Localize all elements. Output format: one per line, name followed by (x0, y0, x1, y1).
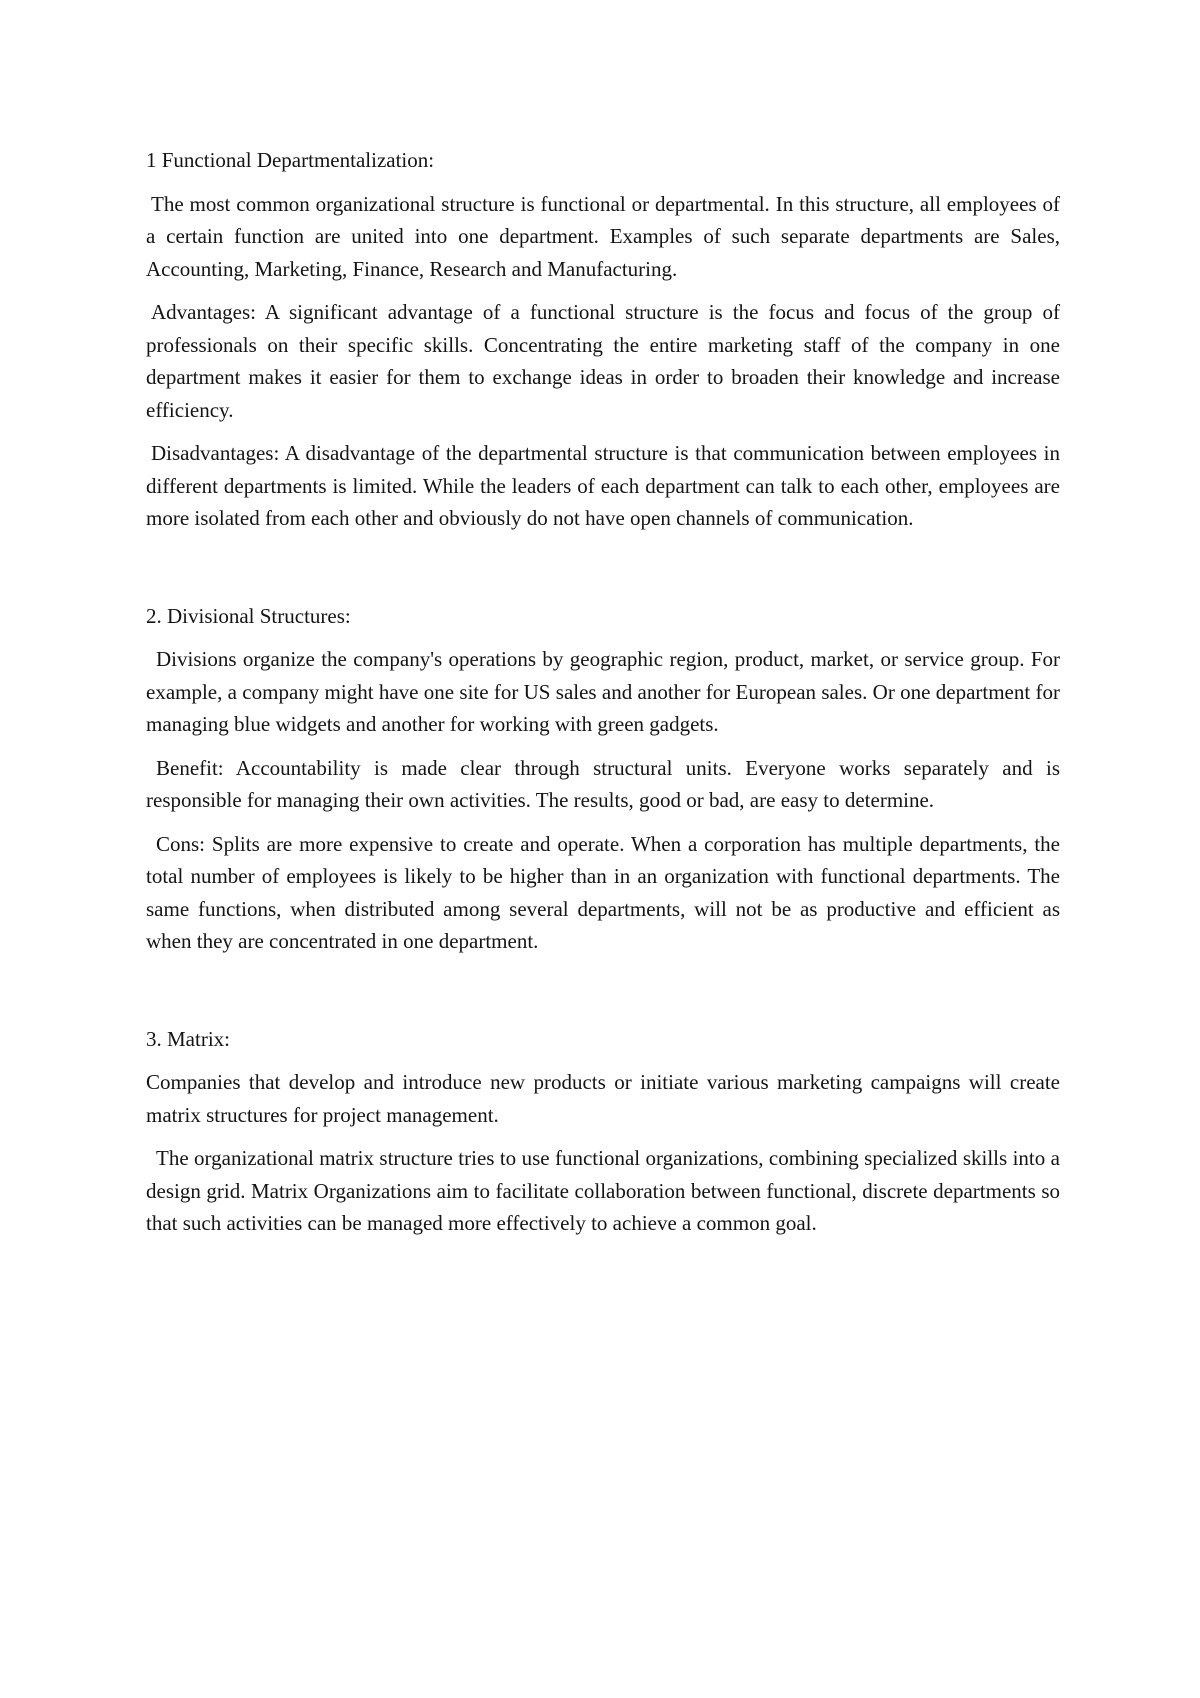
document-body (146, 144, 1060, 1251)
section-spacer (146, 546, 1060, 600)
section-heading: 2. Divisional Structures: (146, 603, 351, 628)
paragraph: Benefit: Accountability is made clear through structural units. Everyone works separately and is responsible for managing their own activities. The results, good or bad, are easy to determine. (146, 755, 1060, 812)
paragraph: Advantages: A significant advantage of a functional structure is the focus and focus of the group of professionals on their specific skills. Concentrating the entire marketing staff of the company in one department makes it easier for them to exchange ideas in order to broaden their knowledge and increase efficiency. (146, 300, 1060, 422)
section-heading: 1 Functional Departmentalization: (146, 148, 435, 172)
paragraph: Cons: Splits are more expensive to create and operate. When a corporation has multiple departments, the total number of employees is likely to be higher than in an organization with functional departments. The same functions, when distributed among several departments, will not be as productive and efficient as when they are concentrated in one department. (146, 831, 1060, 953)
paragraph: Companies that develop and introduce new products or initiate various marketing campaigns will create matrix structures for project management. (146, 1070, 1060, 1127)
paragraph: The organizational matrix structure tries to use functional organizations, combining specialized skills into a design grid. Matrix Organizations aim to facilitate collaboration between functional, discrete departments so that such activities can be managed more effectively to achieve a common goal. (146, 1146, 1060, 1235)
section-heading: 3. Matrix: (146, 1026, 230, 1051)
paragraph: Disadvantages: A disadvantage of the departmental structure is that communication between employees in different departments is limited. While the leaders of each department can talk to each other, employees are more isolated from each other and obviously do not have open channels of communication. (146, 441, 1060, 530)
section-functional (146, 144, 1060, 535)
paragraph: Divisions organize the company's operations by geographic region, product, market, or service group. For example, a company might have one site for US sales and another for European sales. Or one department for managing blue widgets and another for working with green gadgets. (146, 647, 1060, 736)
section-spacer (146, 969, 1060, 1023)
section-matrix (146, 1023, 1060, 1240)
section-divisional (146, 600, 1060, 958)
paragraph: The most common organizational structure is functional or departmental. In this structure, all employees of a certain function are united into one department. Examples of such separate departments are Sales, Accounting, Marketing, Finance, Research and Manufacturing. (146, 191, 1060, 281)
